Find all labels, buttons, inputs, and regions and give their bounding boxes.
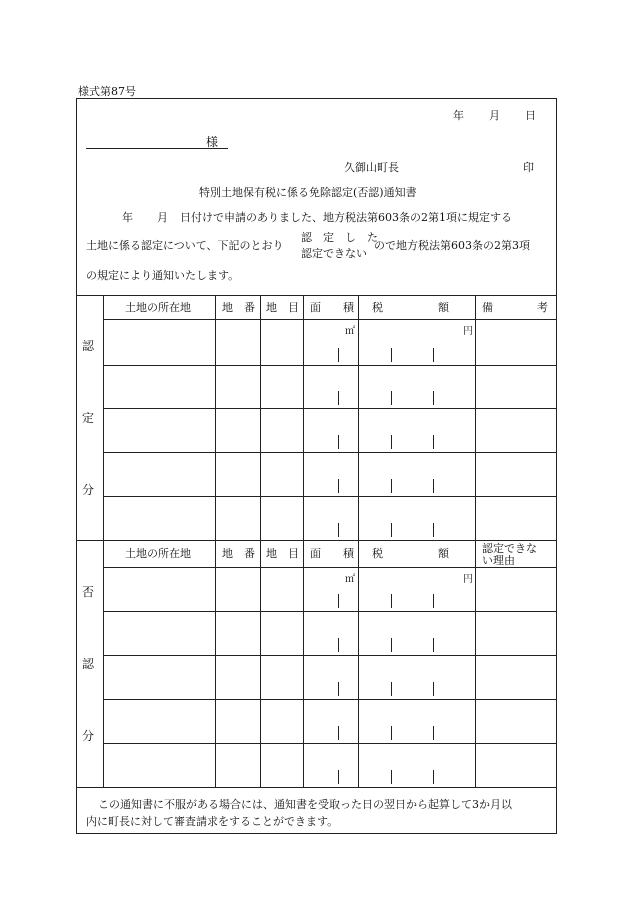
digit-separator [433,682,434,696]
digit-separator [433,348,434,362]
approved-header-area: 面 積 [310,301,354,314]
body-line2-before: 土地に係る認定について、下記のとおり [86,239,284,252]
digit-separator [433,638,434,652]
digit-separator [433,726,434,740]
body-line3: の規定により通知いたします。 [86,269,240,282]
approved-row-line [103,496,557,497]
digit-separator [338,479,339,493]
digit-separator [338,523,339,537]
digit-separator [391,391,392,405]
lot-column-line [260,295,261,787]
digit-separator [391,726,392,740]
rejected-row-line [103,655,557,656]
digit-separator [391,682,392,696]
approved-header-tax: 税 額 [372,301,449,314]
seal-mark: 印 [523,161,534,174]
digit-separator [391,638,392,652]
digit-separator [338,594,339,608]
rejected-header-location: 土地の所在地 [125,547,191,560]
rejected-header-area: 面 積 [310,547,354,560]
rejected-header-reason-line1: 認定できな [482,542,537,555]
date-year: 年 [453,109,464,122]
digit-separator [391,594,392,608]
addressee-suffix: 様 [206,135,219,149]
approved-row-line [103,365,557,366]
rejected-side-label: 否 [82,585,95,599]
approved-row-line [103,408,557,409]
location-column-line [215,295,216,787]
rejected-header-category: 地 目 [266,547,299,560]
approved-row-line [103,452,557,453]
document-title: 特別土地保有税に係る免除認定(否認)通知書 [199,186,417,199]
digit-separator [391,523,392,537]
section-divider-line [76,540,557,541]
approved-header-line [103,319,557,320]
approved-header-location: 土地の所在地 [125,301,191,314]
approved-header-remarks: 備 考 [482,301,548,314]
digit-separator [433,391,434,405]
table-top-line [76,295,557,296]
digit-separator [391,348,392,362]
form-frame [76,98,557,834]
rejected-header-lot: 地 番 [222,547,255,560]
choice-rejected: 認定できない [301,247,367,260]
rejected-header-line [103,567,557,568]
digit-separator [338,391,339,405]
rejected-row-line [103,611,557,612]
digit-separator [338,726,339,740]
body-year: 年 [122,211,133,224]
table-bottom-line [76,787,557,788]
approved-header-category: 地 目 [266,301,299,314]
rejected-header-reason-line2: い理由 [482,554,515,567]
digit-separator [338,435,339,449]
digit-separator [433,479,434,493]
digit-separator [433,594,434,608]
footer-note-line1: この通知書に不服がある場合には、通知書を受取った日の翌日から起算して3か月以 [98,798,512,811]
body-month: 月 [157,211,168,224]
rejected-row-line [103,699,557,700]
body-line1: 日付けで申請のありました、地方税法第603条の2第1項に規定する [180,211,512,224]
approved-side-label: 分 [82,483,95,497]
area-column-line [358,295,359,787]
rejected-side-label: 認 [82,657,95,671]
form-number: 様式第87号 [78,85,136,98]
choice-approved: 認 定 し た [301,231,378,244]
rejected-row-line [103,743,557,744]
digit-separator [338,638,339,652]
digit-separator [338,682,339,696]
approved-tax-unit: 円 [463,326,473,337]
rejected-tax-unit: 円 [463,574,473,585]
rejected-side-label: 分 [82,729,95,743]
side-label-column-line [103,295,104,787]
digit-separator [338,770,339,784]
digit-separator [391,479,392,493]
approved-side-label: 認 [82,339,95,353]
digit-separator [433,770,434,784]
date-day: 日 [525,109,536,122]
approved-side-label: 定 [82,411,95,425]
category-column-line [303,295,304,787]
digit-separator [338,348,339,362]
body-line2-after: ので地方税法第603条の2第3項 [374,239,530,252]
date-month: 月 [489,109,500,122]
approved-header-lot: 地 番 [222,301,255,314]
rejected-header-tax: 税 額 [372,547,449,560]
digit-separator [391,770,392,784]
rejected-area-unit: ㎡ [345,574,355,585]
digit-separator [391,435,392,449]
footer-note-line2: 内に町長に対して審査請求をすることができます。 [86,815,339,828]
tax-column-line [475,295,476,787]
approved-area-unit: ㎡ [345,326,355,337]
digit-separator [433,523,434,537]
digit-separator [433,435,434,449]
issuer-name: 久御山町長 [344,161,399,174]
